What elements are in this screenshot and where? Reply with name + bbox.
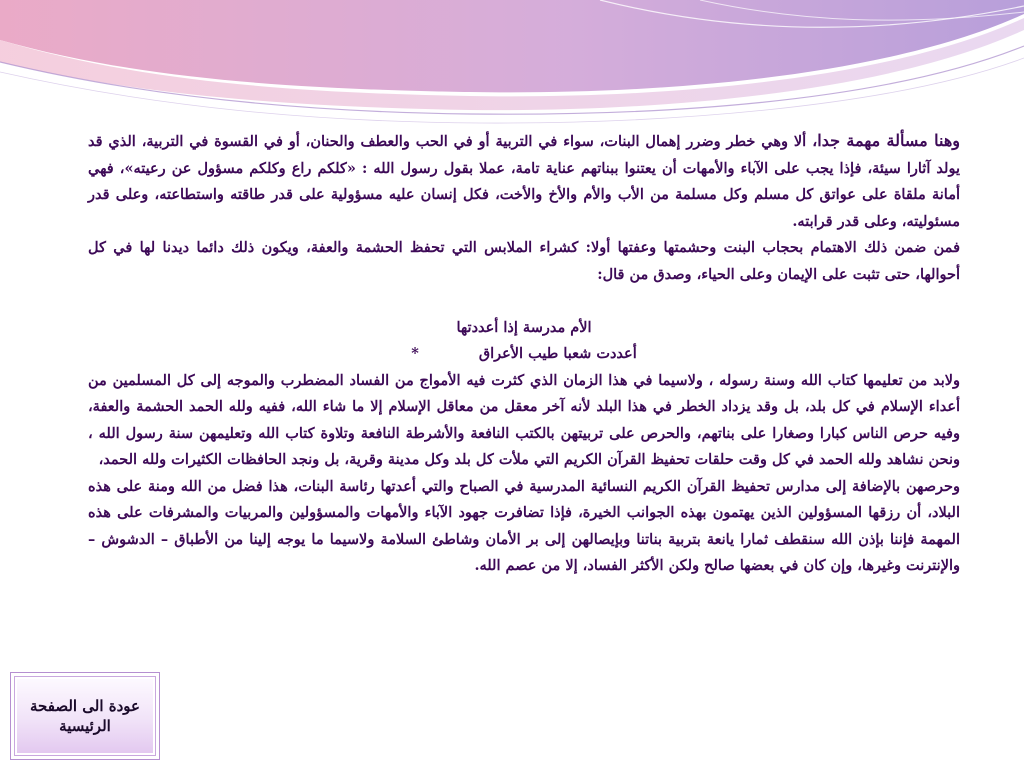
paragraph-1-text: ألا وهي خطر وضرر إهمال البنات، سواء في التربية أو في الحب والعطف والحنان، أو في القسوة في التربية، الذي قد يولد آثارا سيئة، فإذا يجب على الآباء والأمهات أن يعتنوا ببناتهم عناية تامة، عملا بقول رسول الله : «كلكم راع وكلكم مسؤول عن رعيته»، فهي أمانة ملقاة على عواتق كل مسلم وكل مسلمة من الأب والأم والأخ والأخت، فكل إنسان عليه مسؤولية على قدر طاقته واستطاعته، وعلى قدر مسئوليته، وعلى قدر قرابته.: [88, 133, 960, 230]
article-body: [88, 128, 960, 580]
paragraph-1: [88, 128, 960, 235]
verse-separator: *: [411, 345, 419, 362]
verse-line-1: الأم مدرسة إذا أعددتها: [456, 318, 592, 336]
header-wave-decoration: [0, 0, 1024, 130]
home-button-label: عودة الى الصفحة الرئيسية: [15, 677, 155, 755]
paragraph-4: وحرصهن بالإضافة إلى مدارس تحفيظ القرآن الكريم النسائية المدرسية في الصباح والتي أعدتها رئاسة البنات، هذا فضل من الله ومنة على هذه البلاد، أن رزقها المسؤولين الذين يهتمون بهذه الجوانب الخيرة، فإذا تضافرت جهود الآباء والأمهات والمسؤولين والمربيات والمشرفات على هذه المهمة فإننا بإذن الله سنقطف ثمارا يانعة بتربية بناتنا وبإيصالهن إلى بر الأمان وشاطئ السلامة ولاسيما ما يوجه إلينا من الأطباق – الدشوش – والإنترنت وغيرها، وإن كان في بعضها صالح ولكن الأكثر الفساد، إلا من عصم الله.: [88, 477, 960, 574]
paragraph-3: ولابد من تعليمها كتاب الله وسنة رسوله ، ولاسيما في هذا الزمان الذي كثرت فيه الأمواج من الفساد المضطرب والموجه إلى كل المسلمين من أعداء الإسلام في كل بلد، بل وقد يزداد الخطر في هذا البلد لأنه آخر معقل من معاقل الإسلام إلا ما شاء الله، ففيه ولله الحمد الحشمة والعفة، وفيه حرص الناس كبارا وصغارا على بناتهم، والحرص على تربيتهن بالكتب النافعة والأشرطة النافعة وتلاوة كتاب الله وتعليمهن سنة رسول الله ، ونحن نشاهد ولله الحمد في كل وقت حلقات تحفيظ القرآن الكريم التي ملأت كل بلد وكل مدينة وقرية، بل ونجد الحافظات الكثيرات ولله الحمد،: [88, 371, 960, 468]
spacer: [88, 288, 960, 315]
verse-line-2-text: أعددت شعبا طيب الأعراق: [478, 345, 637, 362]
verse-line-2: [88, 341, 960, 368]
home-button[interactable]: [10, 672, 160, 760]
paragraph-1-lead: وهنا مسألة مهمة جدا،: [812, 131, 960, 150]
paragraph-2: فمن ضمن ذلك الاهتمام بحجاب البنت وحشمتها وعفتها أولا: كشراء الملابس التي تحفظ الحشمة والعفة، ويكون ذلك دائما ديدنا لها في كل أحوالها، حتى تثبت على الإيمان وعلى الحياء، وصدق من قال:: [88, 239, 960, 283]
